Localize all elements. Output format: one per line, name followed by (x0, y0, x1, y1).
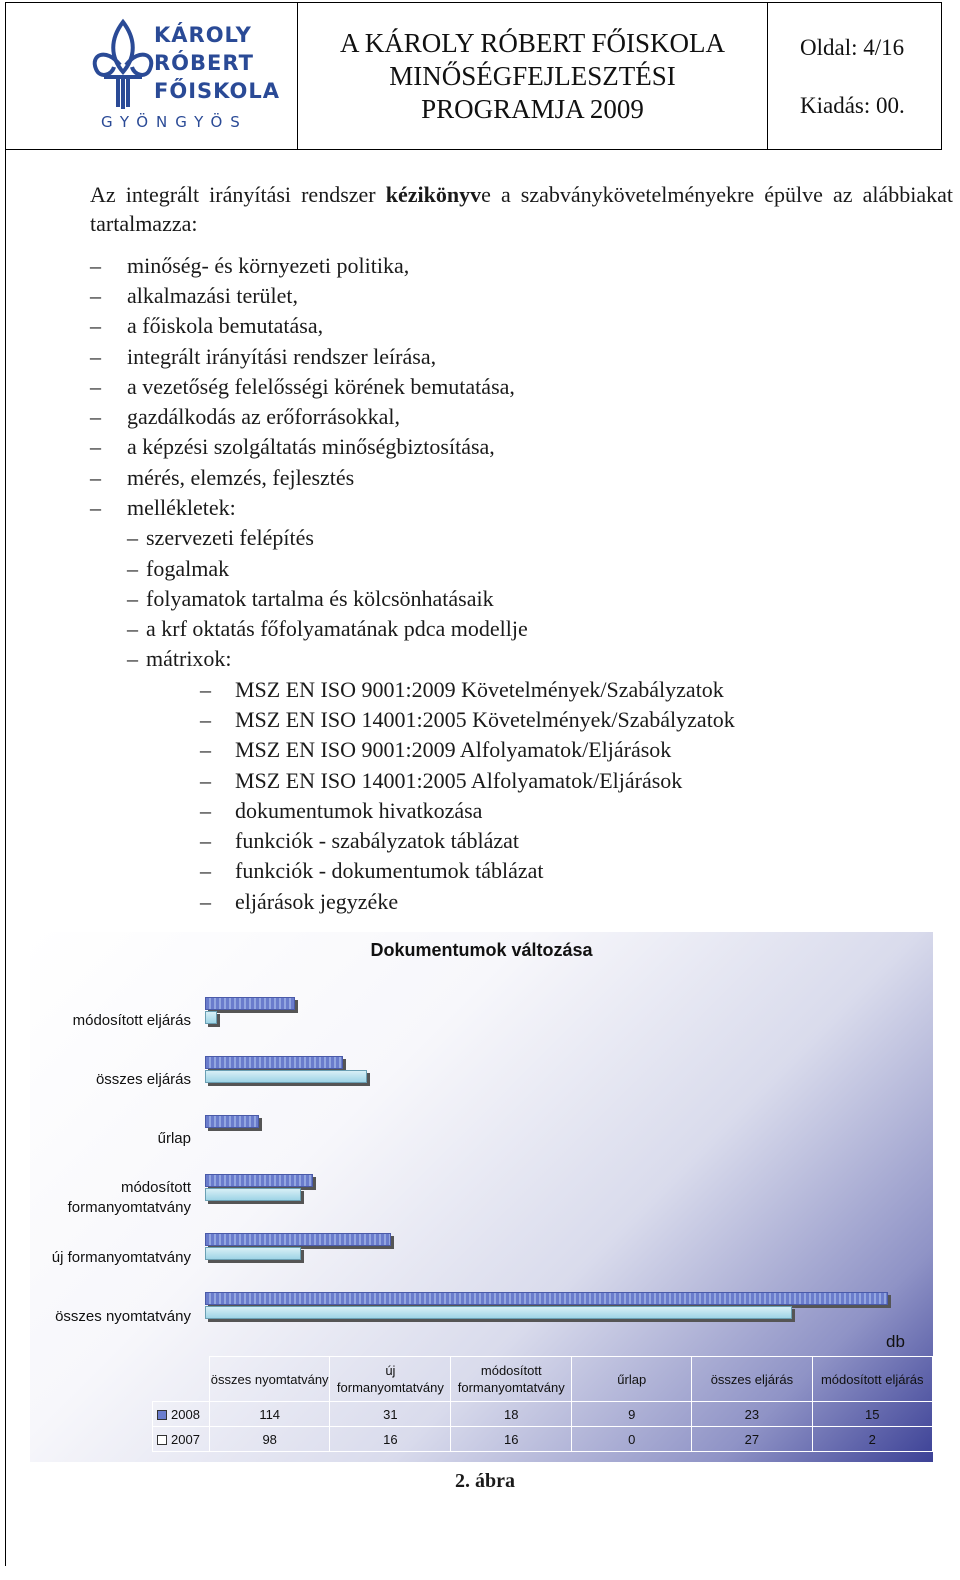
page-left-rule (5, 150, 6, 1566)
list-item: – mérés, elemzés, fejlesztés (90, 465, 355, 490)
data-label: 18 (451, 1402, 572, 1427)
column-header: űrlap (572, 1357, 692, 1402)
sublist-item-text: a krf oktatás főfolyamatának pdca modellje (146, 616, 528, 641)
figure-caption: 2. ábra (455, 1470, 515, 1492)
list-item: – gazdálkodás az erőforrásokkal, (90, 404, 401, 429)
table-corner (153, 1357, 210, 1402)
bar-2008 (205, 997, 295, 1010)
subsublist-item: – MSZ EN ISO 9001:2009 Alfolyamatok/Eljárások (200, 737, 672, 762)
category-label: módosított formanyomtatvány (67, 1179, 191, 1216)
category-label: összes nyomtatvány (55, 1308, 191, 1325)
issue-number: Kiadás: 00. (800, 93, 905, 118)
subsublist-item: – MSZ EN ISO 14001:2005 Alfolyamatok/Eljárások (200, 768, 683, 793)
logo-line1: KÁROLY (154, 23, 252, 47)
data-label: 23 (692, 1402, 812, 1427)
subsublist-item-text: MSZ EN ISO 9001:2009 Alfolyamatok/Eljárások (235, 737, 672, 762)
category-label: összes eljárás (95, 1071, 191, 1088)
legend-swatch-icon (157, 1435, 167, 1445)
bar-2007 (205, 1306, 792, 1319)
category-label: módosított eljárás (72, 1012, 191, 1029)
sublist-item-text: fogalmak (146, 556, 230, 581)
document-header (5, 2, 942, 150)
sublist-item: – a krf oktatás főfolyamatának pdca modellje (127, 616, 528, 641)
data-label: 98 (209, 1427, 330, 1452)
bar-2007 (205, 1070, 367, 1083)
bar-2008 (205, 1174, 313, 1187)
column-header: új formanyomtatvány (330, 1357, 451, 1402)
bar-2007 (205, 1011, 217, 1024)
subsublist-item-text: MSZ EN ISO 14001:2005 Alfolyamatok/Eljárások (235, 768, 683, 793)
data-label: 15 (812, 1402, 933, 1427)
list-item: – integrált irányítási rendszer leírása, (90, 344, 437, 369)
column-header: összes nyomtatvány (209, 1357, 330, 1402)
list-item-text: mérés, elemzés, fejlesztés (127, 465, 355, 490)
sublist-item: – mátrixok: (127, 646, 232, 671)
column-header: módosított formanyomtatvány (451, 1357, 572, 1402)
header-title-line2: MINŐSÉGFEJLESZTÉSI (389, 60, 676, 91)
list-item-text: alkalmazási terület, (127, 283, 299, 308)
subsublist-item: – MSZ EN ISO 9001:2009 Követelmények/Szabályzatok (200, 677, 724, 702)
list-item: – a vezetőség felelősségi körének bemutatása, (90, 374, 515, 399)
table-row (153, 1402, 933, 1427)
list-item: – alkalmazási terület, (90, 283, 299, 308)
bar-2007 (205, 1247, 301, 1260)
sublist-item: – fogalmak (127, 556, 230, 581)
documents-change-chart (30, 932, 933, 1462)
logo-cell (6, 3, 298, 149)
list-item-text: a vezetőség felelősségi körének bemutatása, (127, 374, 515, 399)
logo-line3: FŐISKOLA (154, 79, 280, 103)
subsublist-item: – dokumentumok hivatkozása (200, 798, 483, 823)
legend-swatch-icon (157, 1410, 167, 1420)
sublist-item-text: szervezeti felépítés (146, 525, 314, 550)
sublist-item: – szervezeti felépítés (127, 525, 314, 550)
subsublist-item: – MSZ EN ISO 14001:2005 Követelmények/Szabályzatok (200, 707, 735, 732)
list-item-text: gazdálkodás az erőforrásokkal, (127, 404, 401, 429)
list-item-text: a főiskola bemutatása, (127, 313, 324, 338)
intro-paragraph (90, 180, 953, 238)
subsublist-item-text: dokumentumok hivatkozása (235, 798, 483, 823)
data-label: 16 (330, 1427, 451, 1452)
column-header: módosított eljárás (812, 1357, 933, 1402)
subsublist-item-text: funkciók - dokumentumok táblázat (235, 858, 544, 883)
bar-2007 (205, 1188, 301, 1201)
list-item: – a főiskola bemutatása, (90, 313, 324, 338)
bar-2008 (205, 1115, 259, 1128)
data-label: 2 (812, 1427, 933, 1452)
data-label: 9 (572, 1402, 692, 1427)
category-label: új formanyomtatvány (51, 1249, 191, 1266)
intro-text-end: e a szabványkövetelményekre épülve az alábbiakat tartalmazza: (90, 182, 953, 236)
subsublist-item: – funkciók - szabályzatok táblázat (200, 828, 520, 853)
legend-label: 2008 (171, 1406, 200, 1422)
unit-label: db (886, 1332, 905, 1351)
chart-title: Dokumentumok változása (370, 940, 593, 960)
data-label: 114 (209, 1402, 330, 1427)
header-info (768, 3, 941, 149)
bar-2008 (205, 1056, 343, 1069)
header-title (298, 3, 768, 149)
page-number: Oldal: 4/16 (800, 35, 905, 60)
subsublist-item-text: eljárások jegyzéke (235, 889, 399, 914)
intro-text-start: Az integrált irányítási rendszer (90, 182, 386, 207)
column-header: összes eljárás (692, 1357, 812, 1402)
list-item: – mellékletek: (90, 495, 236, 520)
sublist-item-text: mátrixok: (146, 646, 232, 671)
data-label: 27 (692, 1427, 812, 1452)
header-title-line3: PROGRAMJA 2009 (421, 93, 644, 124)
subsublist-item-text: funkciók - szabályzatok táblázat (235, 828, 520, 853)
chart-data-table (152, 1356, 933, 1452)
list-item-text: mellékletek: (127, 495, 236, 520)
category-label: űrlap (157, 1130, 191, 1147)
subsublist-item: – funkciók - dokumentumok táblázat (200, 858, 544, 883)
subsublist-item-text: MSZ EN ISO 9001:2009 Követelmények/Szabályzatok (235, 677, 724, 702)
logo-line2: RÓBERT (154, 51, 254, 75)
data-label: 0 (572, 1427, 692, 1452)
bar-2008 (205, 1292, 888, 1305)
list-item: – a képzési szolgáltatás minőségbiztosítása, (90, 434, 495, 459)
sublist-item: – folyamatok tartalma és kölcsönhatásaik (127, 586, 494, 611)
logo-city: GYÖNGYÖS (101, 113, 248, 131)
legend-2008 (153, 1402, 210, 1427)
table-row (153, 1427, 933, 1452)
subsublist-item: – eljárások jegyzéke (200, 889, 399, 914)
fleur-de-lis-logo-icon (88, 17, 158, 112)
list-item-text: minőség- és környezeti politika, (127, 253, 410, 278)
bar-2008 (205, 1233, 391, 1246)
header-title-line1: A KÁROLY RÓBERT FŐISKOLA (340, 27, 725, 58)
data-label: 16 (451, 1427, 572, 1452)
subsublist-item-text: MSZ EN ISO 14001:2005 Követelmények/Szabályzatok (235, 707, 735, 732)
list-item-text: a képzési szolgáltatás minőségbiztosítása, (127, 434, 495, 459)
data-label: 31 (330, 1402, 451, 1427)
sublist-item-text: folyamatok tartalma és kölcsönhatásaik (146, 586, 494, 611)
intro-bold-term: kézikönyv (385, 182, 482, 207)
list-item-text: integrált irányítási rendszer leírása, (127, 344, 437, 369)
legend-2007 (153, 1427, 210, 1452)
legend-label: 2007 (171, 1431, 200, 1447)
list-item: – minőség- és környezeti politika, (90, 253, 410, 278)
